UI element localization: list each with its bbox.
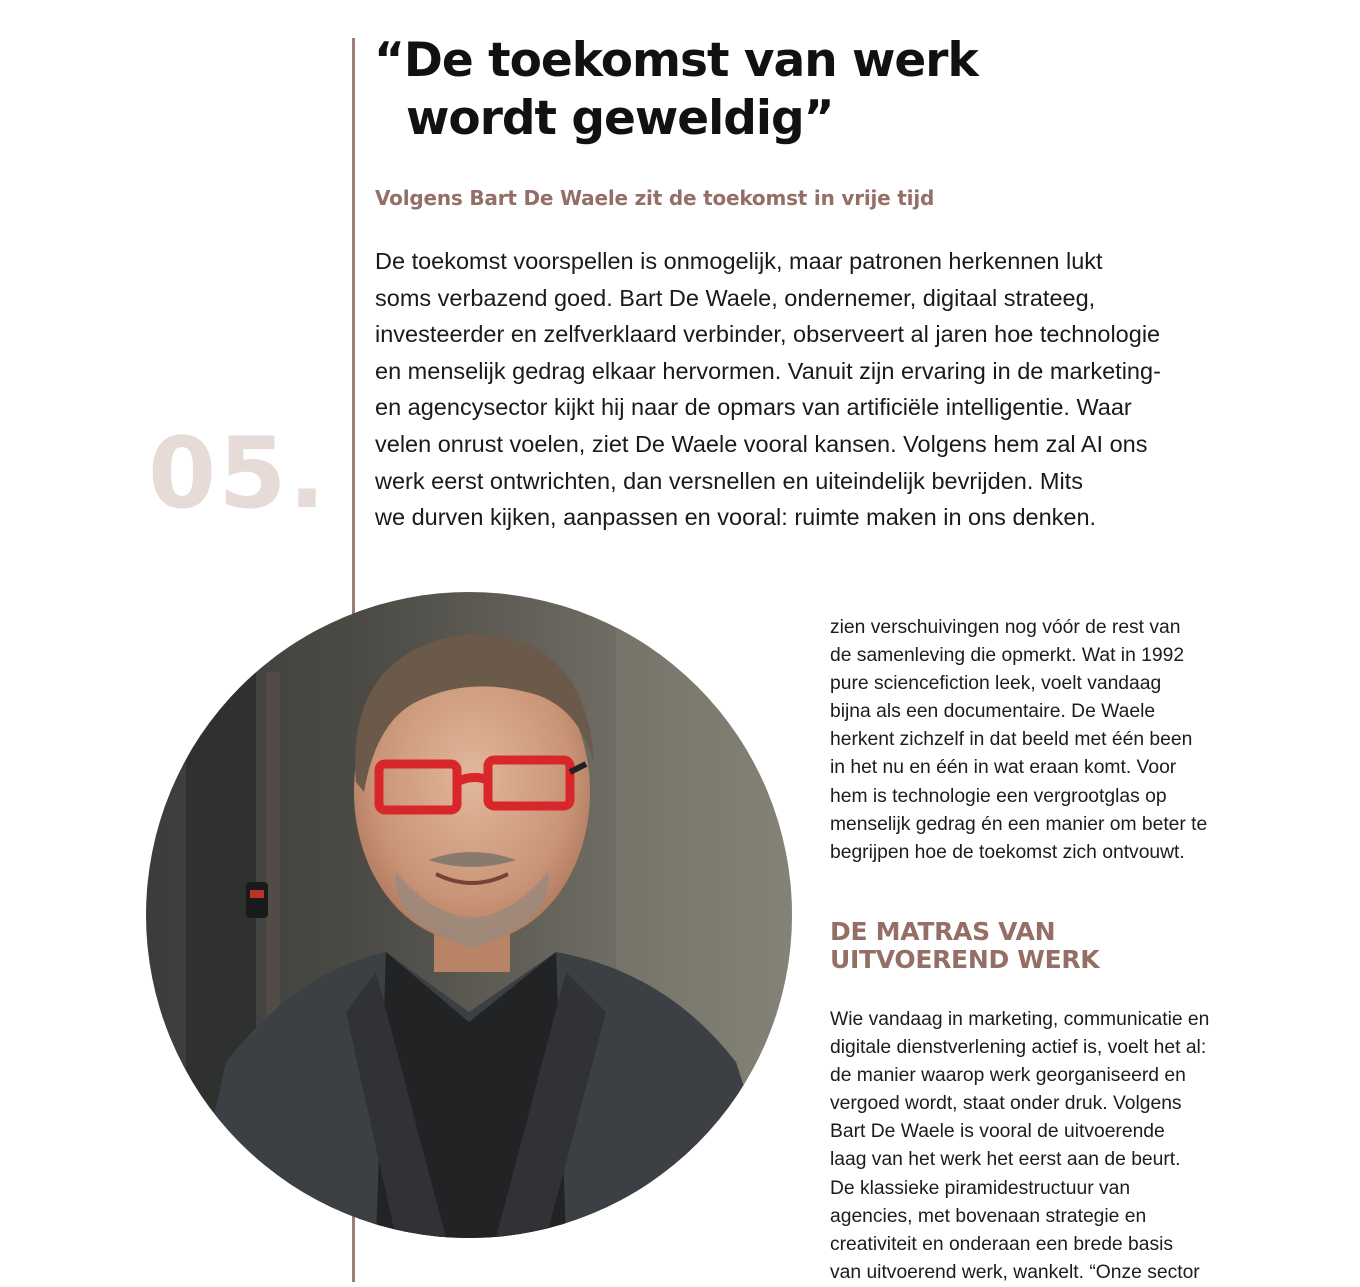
body-line: Bart De Waele is vooral de uitvoerende [830,1121,1165,1143]
article-title [374,32,1074,148]
body-line: menselijk gedrag én een manier om beter te [830,813,1208,835]
body-line: in het nu en één in wat eraan komt. Voor [830,757,1177,779]
intro-line: De toekomst voorspellen is onmogelijk, maar patronen herkennen lukt [375,248,1103,274]
body-line: bijna als een documentaire. De Waele [830,701,1156,723]
portrait-photo [146,592,792,1238]
intro-line: soms verbazend goed. Bart De Waele, ondernemer, digitaal strateeg, [375,284,1096,311]
intro-line: en agencysector kijkt hij naar de opmars van artificiële intelligentie. Waar [375,394,1132,421]
body-column-1 [830,614,1250,867]
body-line: Wie vandaag in marketing, communicatie en [830,1009,1210,1030]
body-line: agencies, met bovenaan strategie en [830,1205,1147,1227]
body-line: hem is technologie een vergrootglas op [830,785,1167,807]
body-line: van uitvoerend werk, wankelt. “Onze sector [830,1261,1200,1283]
intro-paragraph [375,243,1235,536]
section-heading-line-2: UITVOEREND WERK [830,945,1100,974]
intro-line: en menselijk gedrag elkaar hervormen. Vanuit zijn ervaring in de marketing- [375,357,1161,384]
body-line: De klassieke piramidestructuur van [830,1177,1131,1199]
intro-line: velen onrust voelen, ziet De Waele vooral kansen. Volgens hem zal AI ons [375,430,1148,457]
body-line: pure sciencefiction leek, voelt vandaag [830,673,1162,695]
body-line: digitale dienstverlening actief is, voelt het al: [830,1037,1207,1059]
body-line: herkent zichzelf in dat beeld met één been [830,729,1193,751]
body-line: zien verschuivingen nog vóór de rest van [830,617,1181,638]
intro-line: we durven kijken, aanpassen en vooral: ruimte maken in ons denken. [375,504,1097,531]
intro-line: investeerder en zelfverklaard verbinder, observeert al jaren hoe technologie [375,321,1161,348]
section-heading [830,918,1250,974]
body-line: de samenleving die opmerkt. Wat in 1992 [830,645,1185,667]
title-line-1: “De toekomst van werk [374,33,978,88]
intro-line: werk eerst ontwrichten, dan versnellen en uiteindelijk bevrijden. Mits [375,467,1083,494]
portrait-illustration [146,592,792,1238]
body-line: laag van het werk het eerst aan de beurt. [830,1149,1181,1171]
body-column-2 [830,1006,1250,1287]
body-line: de manier waarop werk georganiseerd en [830,1065,1186,1087]
section-heading-line-1: DE MATRAS VAN [830,917,1056,946]
title-line-2: wordt geweldig” [406,91,834,146]
body-line: creativiteit en onderaan een brede basis [830,1233,1174,1255]
body-line: vergoed wordt, staat onder druk. Volgens [830,1093,1182,1115]
body-line: begrijpen hoe de toekomst zich ontvouwt. [830,841,1185,863]
article-subtitle: Volgens Bart De Waele zit de toekomst in vrije tijd [375,186,935,210]
article-number: 05. [148,417,328,531]
